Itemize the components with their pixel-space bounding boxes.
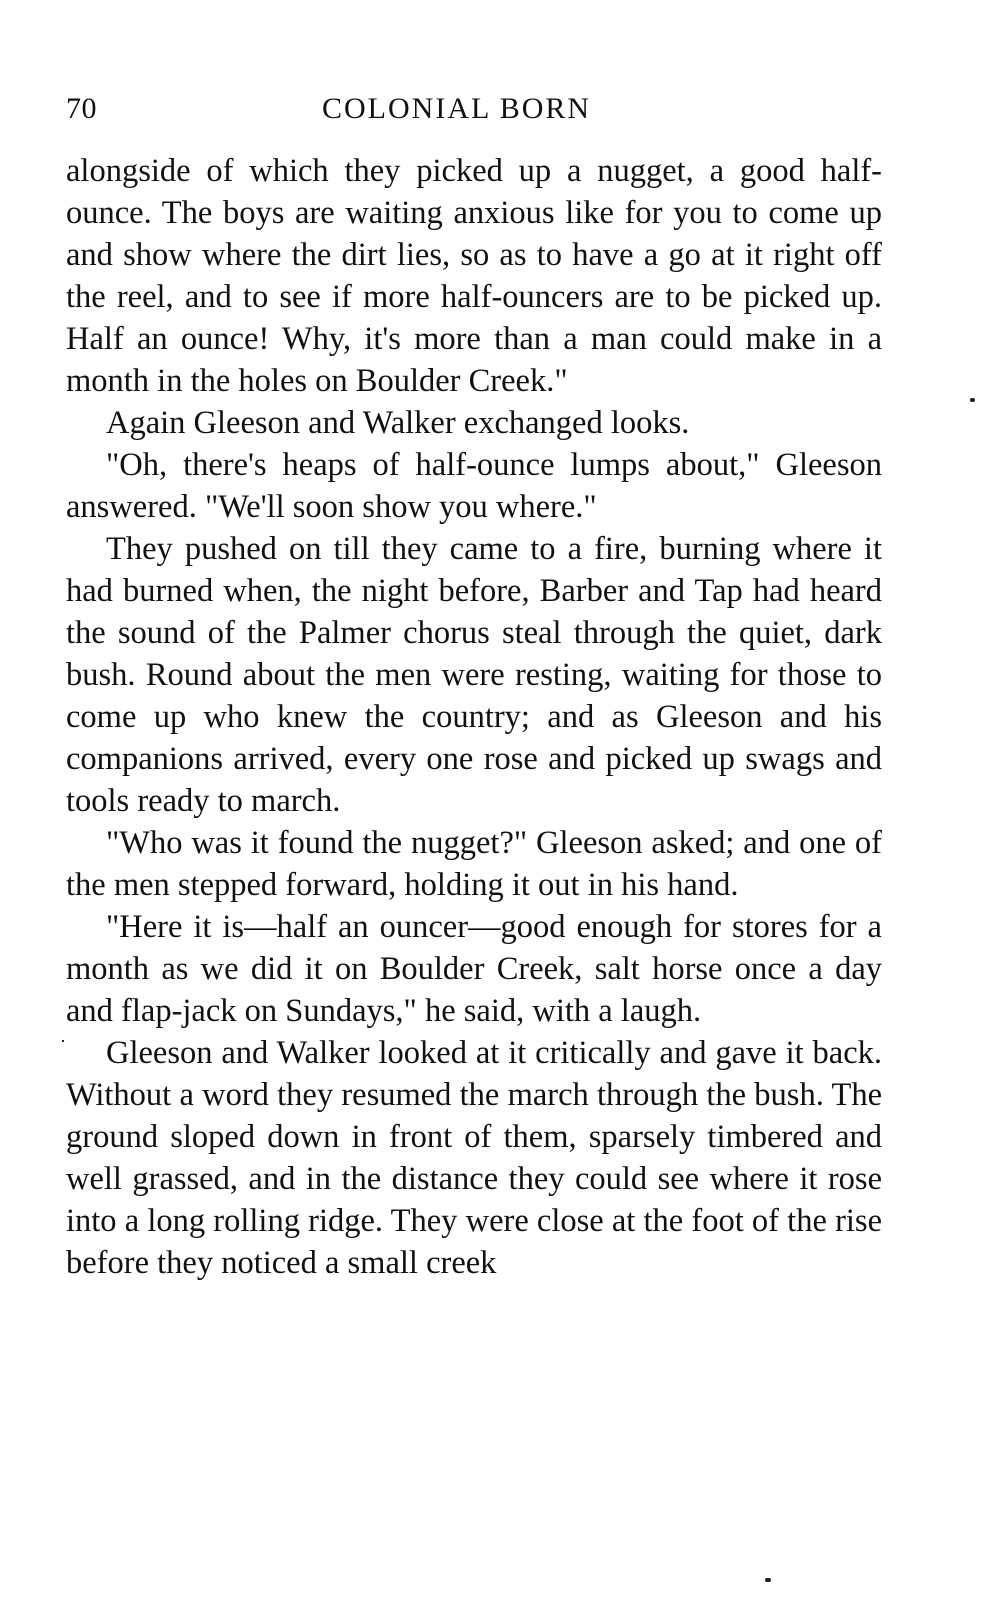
paragraph: Gleeson and Walker looked at it critically and gave it back. Without a word they resumed the march through the bush. The ground sloped down in front of them, sparsely timbered and well grassed, and in the distance they could see where it rose into a long rolling ridge. They were close at the foot of the rise before they noticed a small creek: [66, 1035, 882, 1281]
paragraph: "Who was it found the nugget?" Gleeson asked; and one of the men stepped forward, holding it out in his hand.: [66, 825, 882, 903]
paragraph: "Here it is—half an ouncer—good enough for stores for a month as we did it on Boulder Creek, salt horse once a day and flap-jack on Sundays," he said, with a laugh.: [66, 909, 882, 1029]
running-head: [66, 92, 882, 132]
paragraph: alongside of which they picked up a nugget, a good half-ounce. The boys are waiting anxious like for you to come up and show where the dirt lies, so as to have a go at it right off the reel, and to see if more half-ouncers are to be picked up. Half an ounce! Why, it's more than a man could make in a month in the holes on Boulder Creek.": [66, 153, 882, 399]
running-title: COLONIAL BORN: [322, 92, 592, 125]
paragraph: Again Gleeson and Walker exchanged looks.: [106, 405, 690, 441]
page-number: 70: [66, 92, 97, 125]
scan-speck: [970, 398, 975, 402]
body-text: [66, 150, 882, 1284]
scan-speck: [765, 1578, 771, 1582]
paragraph: They pushed on till they came to a fire, burning where it had burned when, the night before, Barber and Tap had heard the sound of the Palmer chorus steal through the quiet, dark bush. Round about the men were resting, waiting for those to come up who knew the country; and as Gleeson and his companions arrived, every one rose and picked up swags and tools ready to march.: [66, 531, 882, 819]
scan-speck: [62, 1040, 64, 1042]
paragraph: "Oh, there's heaps of half-ounce lumps about," Gleeson answered. "We'll soon show you where.": [66, 447, 882, 525]
